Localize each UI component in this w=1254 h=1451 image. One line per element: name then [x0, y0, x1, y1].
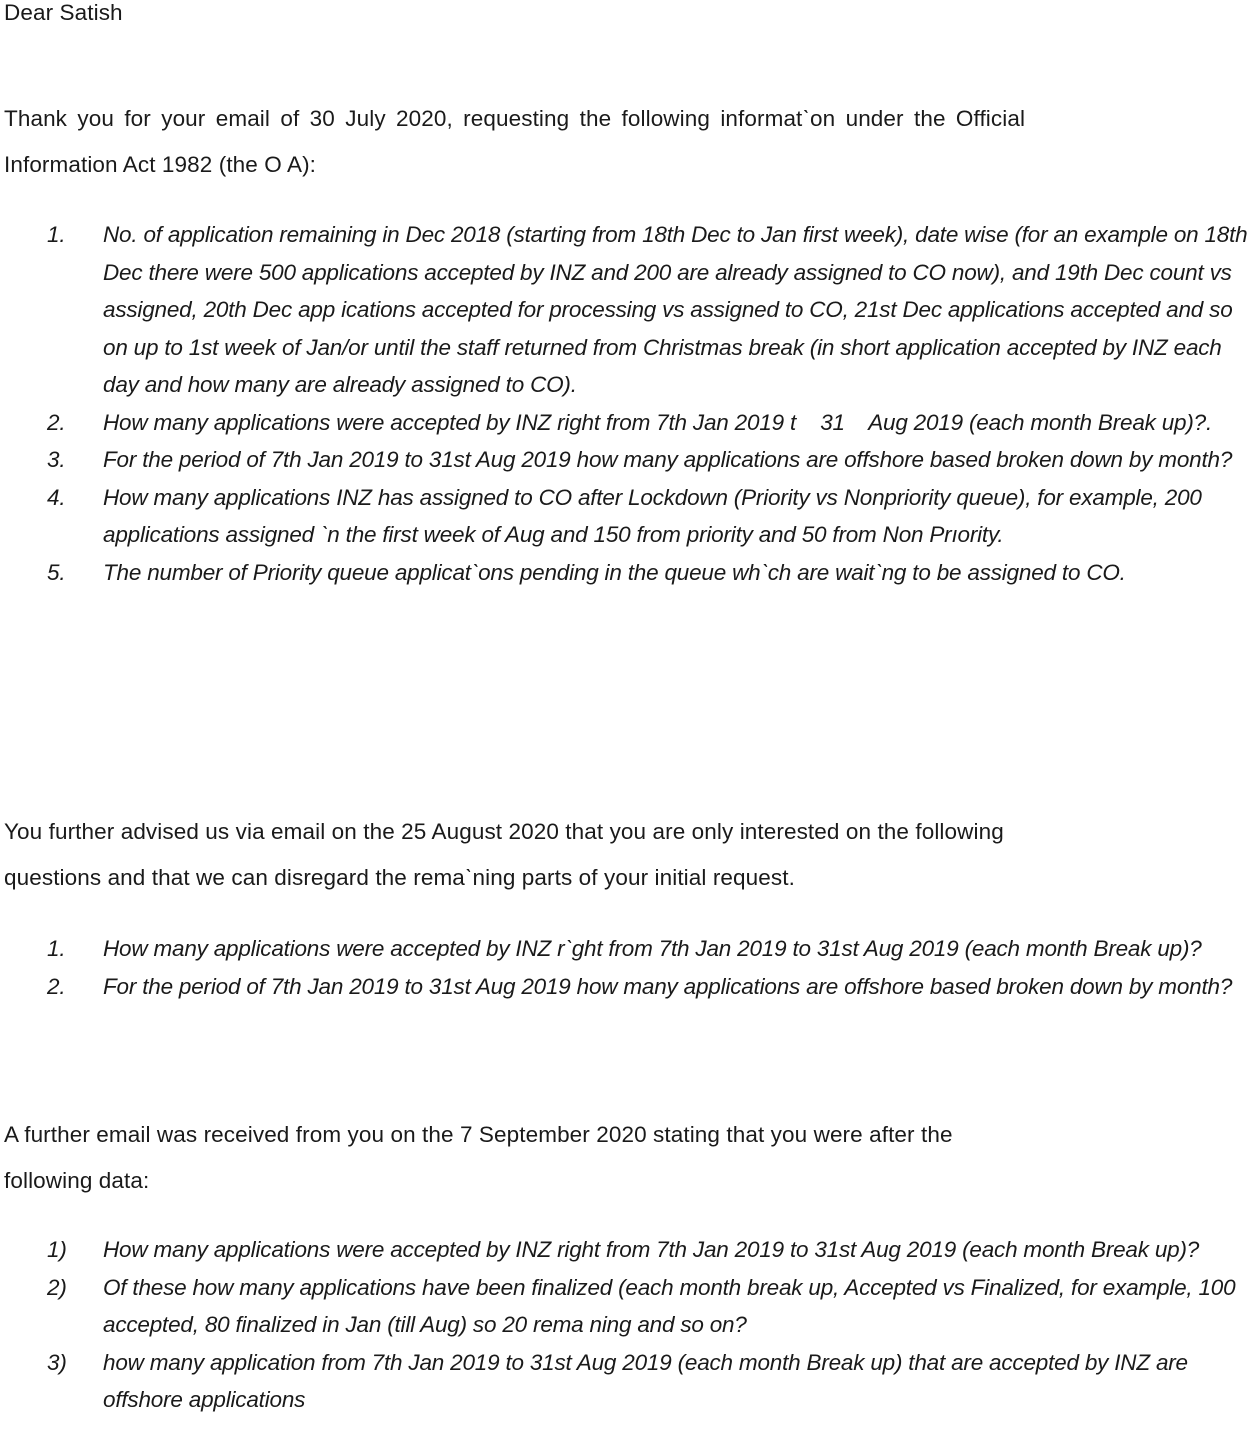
requested-data-list — [0, 1231, 1254, 1419]
list-item — [0, 930, 1254, 968]
list-item — [0, 404, 1254, 442]
item-number: 3) — [47, 1349, 67, 1375]
item-text: how many application from 7th Jan 2019 to 31st Aug 2019 (each month Break up) that are accepted by INZ are offshore applications — [103, 1349, 1188, 1412]
list-item — [0, 554, 1254, 592]
item-text: How many applications were accepted by INZ right from 7th Jan 2019 t 31 Aug 2019 (each month Break up)?. — [103, 409, 1213, 435]
further-advice-line-2: questions and that we can disregard the remaˋning parts of your initial request. — [4, 865, 795, 890]
item-number: 2. — [47, 409, 66, 435]
item-number: 1) — [47, 1237, 67, 1262]
original-request-list — [0, 216, 1254, 591]
list-item — [0, 1269, 1254, 1344]
list-item — [0, 1231, 1254, 1269]
item-number: 2) — [47, 1274, 67, 1300]
further-email-paragraph — [4, 1112, 1204, 1204]
list-item — [0, 1344, 1254, 1419]
item-text: The number of Priority queue applicatˋons pending in the queue whˋch are waitˋng to be assigned to CO. — [103, 559, 1126, 585]
item-text: How many applications were accepted by INZ right from 7th Jan 2019 to 31st Aug 2019 (each month Break up)? — [103, 1237, 1200, 1262]
item-text: How many applications INZ has assigned to CO after Lockdown (Priority vs Nonpriority queue), for example, 200 applications assigned ˋn the first week of Aug and 150 from priority and 50 from Non Prıority. — [103, 484, 1202, 547]
intro-line-1: Thank you for your email of 30 July 2020, requesting the following informatˋon under the Official — [4, 106, 1026, 131]
interested-questions-list — [0, 930, 1254, 1005]
intro-line-2: Information Act 1982 (the O A): — [4, 152, 317, 177]
intro-paragraph — [4, 96, 1254, 188]
further-email-line-1: A further email was received from you on the 7 September 2020 stating that you were after the — [4, 1122, 953, 1147]
item-number: 3. — [47, 447, 66, 472]
item-number: 1. — [47, 936, 66, 961]
further-advice-paragraph — [4, 809, 1254, 901]
item-number: 5. — [47, 559, 66, 585]
list-item — [0, 441, 1254, 479]
item-text: For the period of 7th Jan 2019 to 31st Aug 2019 how many applications are offshore based broken down by month? — [103, 447, 1233, 472]
salutation: Dear Satish — [4, 0, 123, 25]
item-number: 1. — [47, 222, 66, 247]
item-text: How many applications were accepted by INZ rˋght from 7th Jan 2019 to 31st Aug 2019 (each month Break up)? — [103, 936, 1202, 961]
item-number: 4. — [47, 484, 66, 510]
item-text: No. of application remaining in Dec 2018 (starting from 18th Dec to Jan first week), date wise (for an example on 18th Dec there were 500 applications accepted by INZ and 200 are already assigned to CO now), and 19th Dec count vs assigned, 20th Dec app ications accepted for processing vs assigned to CO, 21st Dec applications accepted and so on up to 1st week of Jan/or until the staff returned from Christmas break (in short application accepted by INZ each day and how many are already assigned to CO). — [103, 222, 1248, 397]
item-number: 2. — [47, 973, 66, 999]
list-item — [0, 968, 1254, 1006]
further-advice-line-1: You further advised us via email on the 25 August 2020 that you are only interested on the following — [4, 819, 1004, 844]
item-text: For the period of 7th Jan 2019 to 31st Aug 2019 how many applications are offshore based broken down by month? — [103, 973, 1233, 999]
item-text: Of these how many applications have been finalized (each month break up, Accepted vs Finalized, for example, 100 accepted, 80 finalized in Jan (till Aug) so 20 rema ning and so on? — [103, 1274, 1236, 1337]
list-item — [0, 479, 1254, 554]
further-email-line-2: following data: — [4, 1168, 150, 1193]
list-item — [0, 216, 1254, 404]
